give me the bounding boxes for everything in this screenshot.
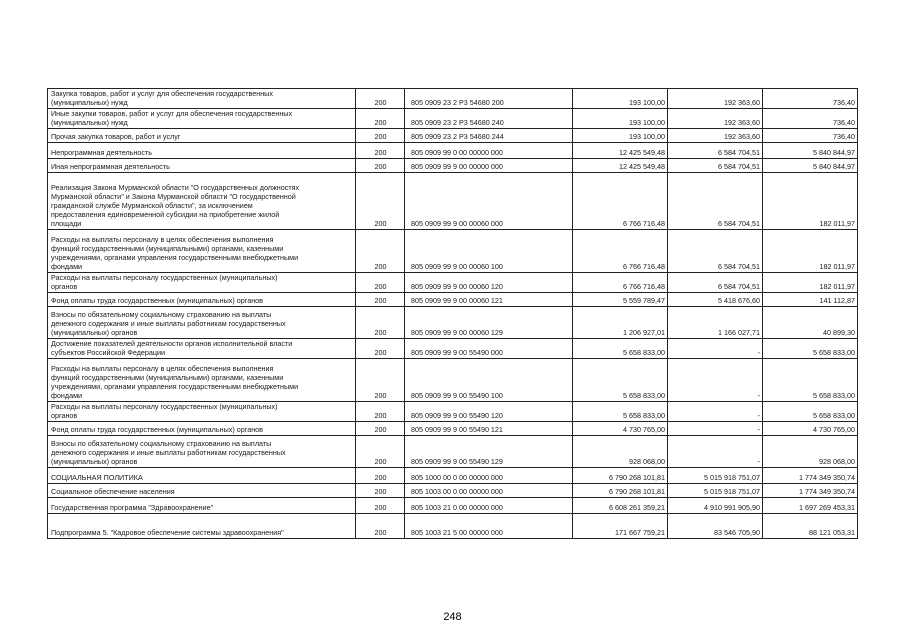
row-code-cell: 200 — [356, 273, 405, 293]
table-row — [48, 159, 858, 173]
row-kbk-cell: 805 0909 99 9 00 00060 121 — [405, 293, 573, 307]
page-number: 248 — [443, 611, 462, 623]
table-row — [48, 402, 858, 422]
row-assigned-cell: 171 667 759,21 — [573, 514, 668, 539]
table-row — [48, 129, 858, 143]
row-executed-cell: 192 363,60 — [668, 89, 763, 109]
row-kbk-cell: 805 0909 99 0 00 00000 000 — [405, 143, 573, 159]
table-row — [48, 422, 858, 436]
row-unexecuted-cell: 5 840 844,97 — [763, 143, 858, 159]
row-code-cell: 200 — [356, 173, 405, 230]
row-assigned-cell: 1 206 927,01 — [573, 307, 668, 339]
row-name-cell: СОЦИАЛЬНАЯ ПОЛИТИКА — [48, 468, 356, 484]
row-executed-cell: 6 584 704,51 — [668, 143, 763, 159]
row-unexecuted-cell: 1 774 349 350,74 — [763, 484, 858, 498]
row-unexecuted-cell: 1 697 269 453,31 — [763, 498, 858, 514]
row-assigned-cell: 12 425 549,48 — [573, 143, 668, 159]
row-assigned-cell: 6 790 268 101,81 — [573, 468, 668, 484]
table-row — [48, 273, 858, 293]
row-assigned-cell: 928 068,00 — [573, 436, 668, 468]
row-executed-cell: 6 584 704,51 — [668, 273, 763, 293]
row-kbk-cell: 805 0909 99 9 00 55490 129 — [405, 436, 573, 468]
row-assigned-cell: 193 100,00 — [573, 109, 668, 129]
row-executed-cell: - — [668, 422, 763, 436]
table-row — [48, 468, 858, 484]
row-executed-cell: 5 015 918 751,07 — [668, 484, 763, 498]
row-unexecuted-cell: 5 658 833,00 — [763, 402, 858, 422]
table-row — [48, 293, 858, 307]
row-name-cell: Подпрограмма 5. "Кадровое обеспечение системы здравоохранения" — [48, 514, 356, 539]
table-row — [48, 109, 858, 129]
row-unexecuted-cell: 736,40 — [763, 89, 858, 109]
row-code-cell: 200 — [356, 307, 405, 339]
row-kbk-cell: 805 0909 99 9 00 55490 121 — [405, 422, 573, 436]
row-name-cell: Достижение показателей деятельности органов исполнительной власти субъектов Российской Федерации — [48, 339, 356, 359]
row-executed-cell: - — [668, 339, 763, 359]
row-code-cell: 200 — [356, 143, 405, 159]
row-code-cell: 200 — [356, 436, 405, 468]
row-unexecuted-cell: 5 658 833,00 — [763, 339, 858, 359]
row-code-cell: 200 — [356, 339, 405, 359]
row-assigned-cell: 6 766 716,48 — [573, 230, 668, 273]
row-executed-cell: 1 166 027,71 — [668, 307, 763, 339]
row-kbk-cell: 805 0909 99 9 00 00060 000 — [405, 173, 573, 230]
row-code-cell: 200 — [356, 230, 405, 273]
table-row — [48, 484, 858, 498]
row-assigned-cell: 6 766 716,48 — [573, 173, 668, 230]
row-assigned-cell: 193 100,00 — [573, 89, 668, 109]
row-kbk-cell: 805 0909 23 2 Р3 54680 240 — [405, 109, 573, 129]
row-unexecuted-cell: 182 011,97 — [763, 230, 858, 273]
row-name-cell: Иная непрограммная деятельность — [48, 159, 356, 173]
row-assigned-cell: 6 766 716,48 — [573, 273, 668, 293]
row-executed-cell: - — [668, 436, 763, 468]
row-code-cell: 200 — [356, 89, 405, 109]
row-name-cell: Фонд оплаты труда государственных (муниципальных) органов — [48, 422, 356, 436]
row-name-cell: Расходы на выплаты персоналу государственных (муниципальных) органов — [48, 273, 356, 293]
row-unexecuted-cell: 182 011,97 — [763, 173, 858, 230]
row-executed-cell: 83 546 705,90 — [668, 514, 763, 539]
row-code-cell: 200 — [356, 422, 405, 436]
row-assigned-cell: 4 730 765,00 — [573, 422, 668, 436]
row-unexecuted-cell: 928 068,00 — [763, 436, 858, 468]
row-assigned-cell: 5 658 833,00 — [573, 339, 668, 359]
row-executed-cell: 6 584 704,51 — [668, 230, 763, 273]
row-assigned-cell: 5 559 789,47 — [573, 293, 668, 307]
row-code-cell: 200 — [356, 468, 405, 484]
row-kbk-cell: 805 1003 21 0 00 00000 000 — [405, 498, 573, 514]
row-unexecuted-cell: 5 658 833,00 — [763, 359, 858, 402]
row-code-cell: 200 — [356, 514, 405, 539]
row-executed-cell: 6 584 704,51 — [668, 173, 763, 230]
row-executed-cell: - — [668, 359, 763, 402]
row-code-cell: 200 — [356, 359, 405, 402]
row-unexecuted-cell: 88 121 053,31 — [763, 514, 858, 539]
row-code-cell: 200 — [356, 498, 405, 514]
row-name-cell: Расходы на выплаты персоналу в целях обеспечения выполнения функций государственными (муниципальными) органами, казенными учреждениями, органами управления государственными внебюджетными фондами — [48, 230, 356, 273]
row-unexecuted-cell: 182 011,97 — [763, 273, 858, 293]
row-executed-cell: 4 910 991 905,90 — [668, 498, 763, 514]
row-name-cell: Государственная программа "Здравоохранение" — [48, 498, 356, 514]
row-kbk-cell: 805 0909 99 9 00 00000 000 — [405, 159, 573, 173]
table-row — [48, 173, 858, 230]
row-code-cell: 200 — [356, 484, 405, 498]
row-name-cell: Фонд оплаты труда государственных (муниципальных) органов — [48, 293, 356, 307]
row-name-cell: Реализация Закона Мурманской области "О государственных должностях Мурманской области" и Закона Мурманской области "О государственной гражданской службе Мурманской области", за исключением предоставления единовременной субсидии на приобретение жилой площади — [48, 173, 356, 230]
row-executed-cell: 192 363,60 — [668, 109, 763, 129]
row-kbk-cell: 805 0909 99 9 00 55490 100 — [405, 359, 573, 402]
row-kbk-cell: 805 0909 99 9 00 00060 100 — [405, 230, 573, 273]
row-name-cell: Прочая закупка товаров, работ и услуг — [48, 129, 356, 143]
row-assigned-cell: 6 608 261 359,21 — [573, 498, 668, 514]
row-kbk-cell: 805 0909 99 9 00 55490 120 — [405, 402, 573, 422]
row-name-cell: Расходы на выплаты персоналу государственных (муниципальных) органов — [48, 402, 356, 422]
row-name-cell: Взносы по обязательному социальному страхованию на выплаты денежного содержания и иные выплаты работникам государственных (муниципальных) органов — [48, 307, 356, 339]
table-row — [48, 498, 858, 514]
row-unexecuted-cell: 4 730 765,00 — [763, 422, 858, 436]
row-assigned-cell: 193 100,00 — [573, 129, 668, 143]
table-row — [48, 359, 858, 402]
table-row — [48, 307, 858, 339]
budget-execution-table — [47, 88, 858, 539]
budget-table-sheet — [47, 88, 857, 539]
row-unexecuted-cell: 1 774 349 350,74 — [763, 468, 858, 484]
row-kbk-cell: 805 0909 99 9 00 55490 000 — [405, 339, 573, 359]
row-unexecuted-cell: 40 899,30 — [763, 307, 858, 339]
row-name-cell: Непрограммная деятельность — [48, 143, 356, 159]
row-code-cell: 200 — [356, 402, 405, 422]
row-name-cell: Социальное обеспечение населения — [48, 484, 356, 498]
row-name-cell: Расходы на выплаты персоналу в целях обеспечения выполнения функций государственными (муниципальными) органами, казенными учреждениями, органами управления государственными внебюджетными фондами — [48, 359, 356, 402]
row-unexecuted-cell: 736,40 — [763, 129, 858, 143]
row-code-cell: 200 — [356, 293, 405, 307]
row-executed-cell: 5 418 676,60 — [668, 293, 763, 307]
table-row — [48, 89, 858, 109]
row-code-cell: 200 — [356, 109, 405, 129]
row-executed-cell: 6 584 704,51 — [668, 159, 763, 173]
row-assigned-cell: 5 658 833,00 — [573, 359, 668, 402]
row-kbk-cell: 805 1003 21 5 00 00000 000 — [405, 514, 573, 539]
table-row — [48, 143, 858, 159]
row-kbk-cell: 805 0909 99 9 00 00060 120 — [405, 273, 573, 293]
row-assigned-cell: 12 425 549,48 — [573, 159, 668, 173]
row-kbk-cell: 805 0909 23 2 Р3 54680 244 — [405, 129, 573, 143]
table-row — [48, 436, 858, 468]
row-name-cell: Закупка товаров, работ и услуг для обеспечения государственных (муниципальных) нужд — [48, 89, 356, 109]
row-name-cell: Взносы по обязательному социальному страхованию на выплаты денежного содержания и иные выплаты работникам государственных (муниципальных) органов — [48, 436, 356, 468]
row-kbk-cell: 805 0909 23 2 Р3 54680 200 — [405, 89, 573, 109]
row-assigned-cell: 5 658 833,00 — [573, 402, 668, 422]
row-executed-cell: 5 015 918 751,07 — [668, 468, 763, 484]
row-assigned-cell: 6 790 268 101,81 — [573, 484, 668, 498]
row-unexecuted-cell: 736,40 — [763, 109, 858, 129]
table-body — [48, 89, 858, 539]
table-row — [48, 514, 858, 539]
row-code-cell: 200 — [356, 129, 405, 143]
row-code-cell: 200 — [356, 159, 405, 173]
row-executed-cell: - — [668, 402, 763, 422]
row-kbk-cell: 805 1000 00 0 00 00000 000 — [405, 468, 573, 484]
table-row — [48, 339, 858, 359]
row-kbk-cell: 805 1003 00 0 00 00000 000 — [405, 484, 573, 498]
row-executed-cell: 192 363,60 — [668, 129, 763, 143]
row-name-cell: Иные закупки товаров, работ и услуг для обеспечения государственных (муниципальных) нужд — [48, 109, 356, 129]
row-kbk-cell: 805 0909 99 9 00 00060 129 — [405, 307, 573, 339]
row-unexecuted-cell: 5 840 844,97 — [763, 159, 858, 173]
table-row — [48, 230, 858, 273]
row-unexecuted-cell: 141 112,87 — [763, 293, 858, 307]
